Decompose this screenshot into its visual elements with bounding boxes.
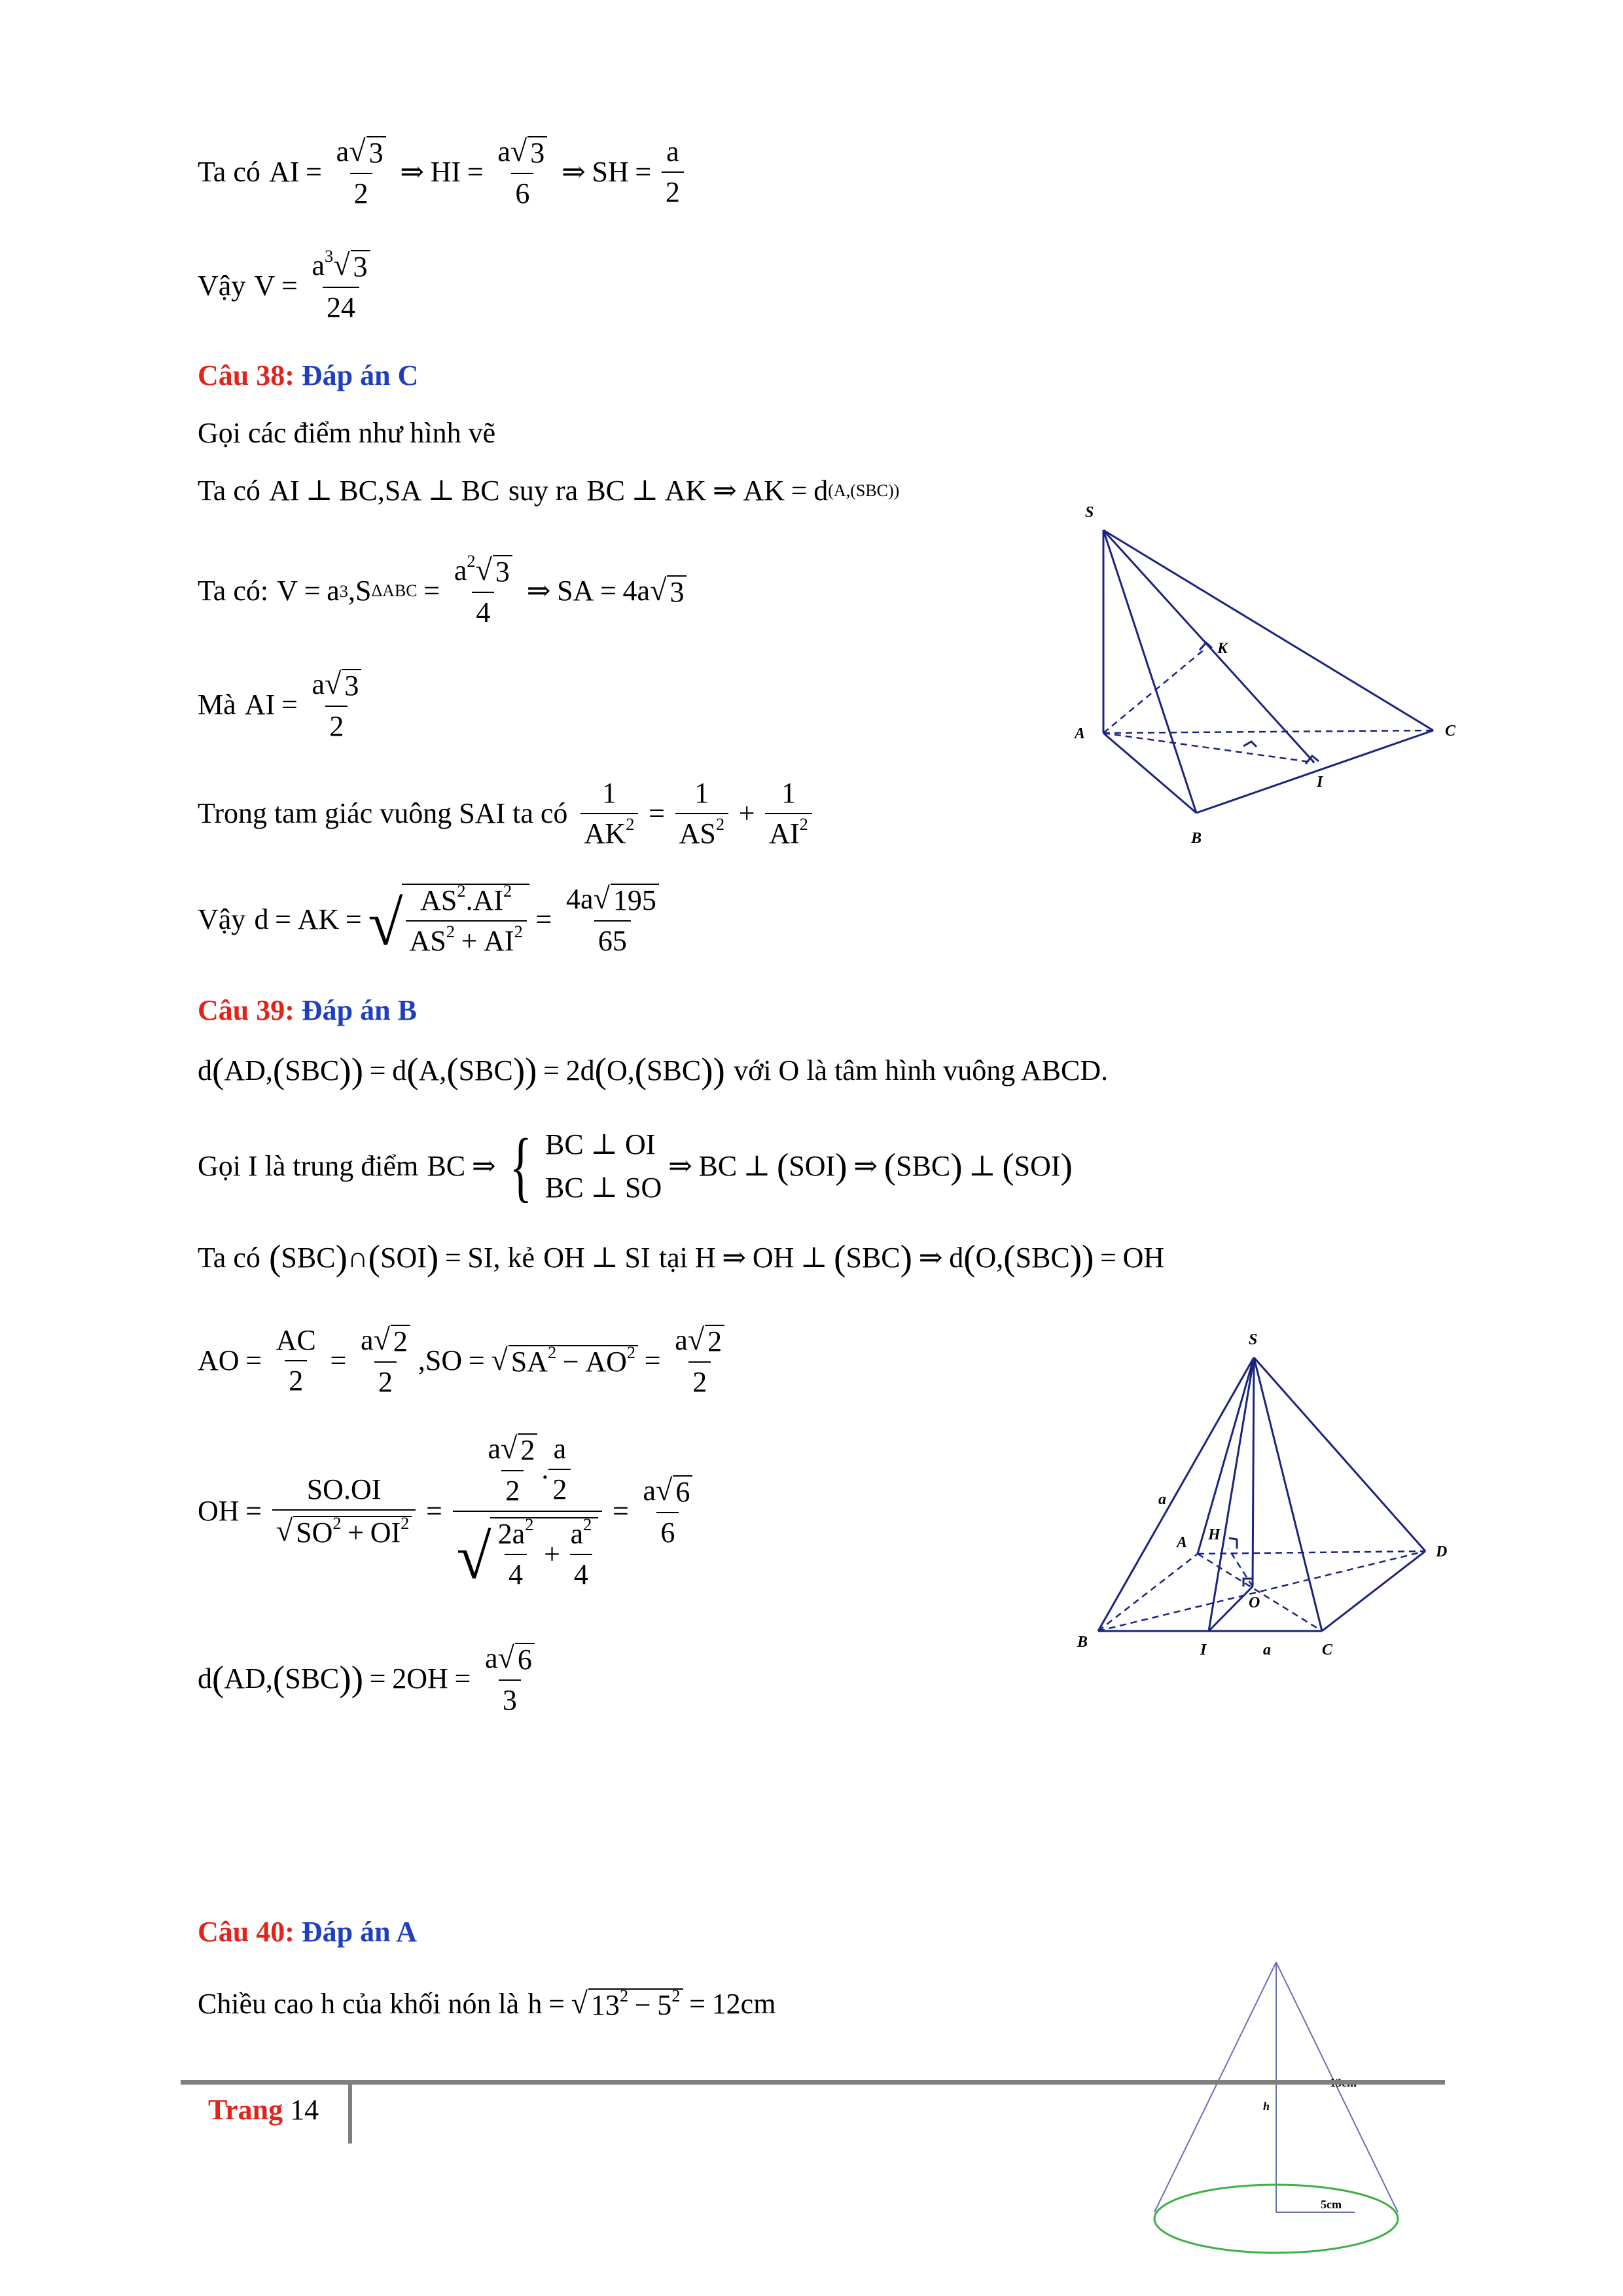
label-k: K bbox=[1217, 640, 1228, 657]
label-b: B bbox=[1191, 830, 1202, 847]
label-c: C bbox=[1322, 1641, 1333, 1659]
label-d: D bbox=[1436, 1543, 1448, 1560]
text-lead: Ta có bbox=[198, 156, 260, 188]
text-lead: Vậy bbox=[198, 270, 246, 302]
var-sh: SH bbox=[592, 156, 629, 188]
label-h: H bbox=[1208, 1526, 1221, 1543]
label-o: O bbox=[1249, 1594, 1260, 1611]
q39-line5: OH = SO.OI √ $SO^2 + OI^2$ = a √ 2 2 . $\frac{a}{2}$ √ $\frac{2a^2}{4}$ + $\frac{a^2}{4}$ = a √ 6 6 bbox=[198, 1433, 700, 1589]
q39-pyramid-figure bbox=[1060, 1322, 1505, 1676]
fraction: $a^3$ √ 3 24 bbox=[308, 250, 374, 322]
fraction: $a^2$ √ 3 4 bbox=[450, 555, 516, 627]
label-s: S bbox=[1249, 1331, 1258, 1348]
var-hi: HI bbox=[430, 156, 461, 188]
label-height: h bbox=[1263, 2100, 1270, 2113]
label-radius: 5cm bbox=[1321, 2198, 1342, 2211]
label-a-base: a bbox=[1263, 1641, 1271, 1659]
label-s: S bbox=[1085, 504, 1094, 521]
q40-cone-figure bbox=[1139, 1957, 1414, 2296]
q39-line3: Ta có ( SBC ) ∩ ( SOI ) = SI , kẻ OH ⊥ SI tại H ⇒ OH ⊥ ( SBC ) ⇒ d ( O, ( SBC )) = OH bbox=[198, 1238, 1165, 1278]
q38-heading: Câu 38: Đáp án C bbox=[198, 359, 419, 391]
q39-line6: d ( AD, ( SBC )) = 2OH = a √ 6 3 bbox=[198, 1643, 543, 1715]
q40-line1: Chiều cao h của khối nón là h = √ $13^2 - 5^2$ = 12cm bbox=[198, 1986, 776, 2021]
sec37-line1: Ta có AI = a √ 3 2 ⇒ HI = a √ 3 6 ⇒ SH = $\frac{a}{2}$ bbox=[198, 136, 688, 208]
footer-label: Trang bbox=[208, 2094, 283, 2126]
q40-answer: Đáp án A bbox=[301, 1916, 417, 1948]
q38-line4: Trong tam giác vuông SAI ta có $\frac{1}{AK^2}$ = $\frac{1}{AS^2}$ + $\frac{1}{AI^2}$ bbox=[198, 779, 816, 848]
q39-line4: AO = $\frac{AC}{2}$ = a √ 2 2 ,SO = √ $SA^2 - AO^2$ = a √ 2 2 bbox=[198, 1325, 732, 1397]
fraction: a √ 3 2 bbox=[332, 136, 390, 208]
label-a: A bbox=[1075, 725, 1086, 742]
page-footer bbox=[208, 2093, 319, 2126]
q38-line2: Ta có: V = a 3 ,S ΔABC = $a^2$ √ 3 4 ⇒ SA = 4a √ 3 bbox=[198, 555, 687, 627]
q38-line3: Mà AI = a √ 3 2 bbox=[198, 669, 369, 741]
q38-line1: Ta có AI ⊥ BC,SA ⊥ BC suy ra BC ⊥ AK ⇒ AK = d (A,(SBC)) bbox=[198, 475, 900, 507]
fraction: a √ 3 2 bbox=[308, 669, 365, 741]
sec37-line2: Vậy V = $a^3$ √ 3 24 bbox=[198, 250, 378, 322]
var-v: V bbox=[254, 270, 276, 302]
page-number: 14 bbox=[290, 2094, 319, 2126]
label-i: I bbox=[1200, 1641, 1207, 1659]
q39-heading: Câu 39: Đáp án B bbox=[198, 994, 417, 1026]
footer-rule bbox=[181, 2080, 1445, 2085]
label-b: B bbox=[1077, 1634, 1088, 1651]
q38-pyramid-figure bbox=[1047, 484, 1492, 851]
footer-divider bbox=[348, 2085, 352, 2144]
label-a: A bbox=[1177, 1534, 1188, 1551]
label-i: I bbox=[1317, 774, 1323, 791]
label-c: C bbox=[1445, 723, 1456, 740]
label-a-edge: a bbox=[1158, 1491, 1166, 1508]
q38-intro: Gọi các điểm như hình vẽ bbox=[198, 417, 496, 449]
q38-answer: Đáp án C bbox=[301, 359, 419, 391]
q39-answer: Đáp án B bbox=[301, 994, 417, 1026]
var-ai: AI bbox=[269, 156, 300, 188]
q39-line2: Gọi I là trung điểm BC ⇒ { BC ⊥ OI BC ⊥ SO ⇒ BC ⊥ ( SOI ) ⇒ ( SBC ) ⊥ ( SOI ) bbox=[198, 1122, 1073, 1210]
q40-heading: Câu 40: Đáp án A bbox=[198, 1916, 417, 1948]
fraction: a √ 3 6 bbox=[493, 136, 551, 208]
fraction: $\frac{a}{2}$ bbox=[662, 137, 684, 207]
q39-line1: d ( AD, ( SBC )) = d ( A, ( SBC )) = 2d ( O, ( SBC )) với O là tâm hình vuông ABCD. bbox=[198, 1050, 1109, 1090]
q38-line5: Vậy d = AK = √ $\frac{AS^2.AI^2}{AS^2 + AI^2}$ = 4a √ 195 65 bbox=[198, 884, 667, 956]
